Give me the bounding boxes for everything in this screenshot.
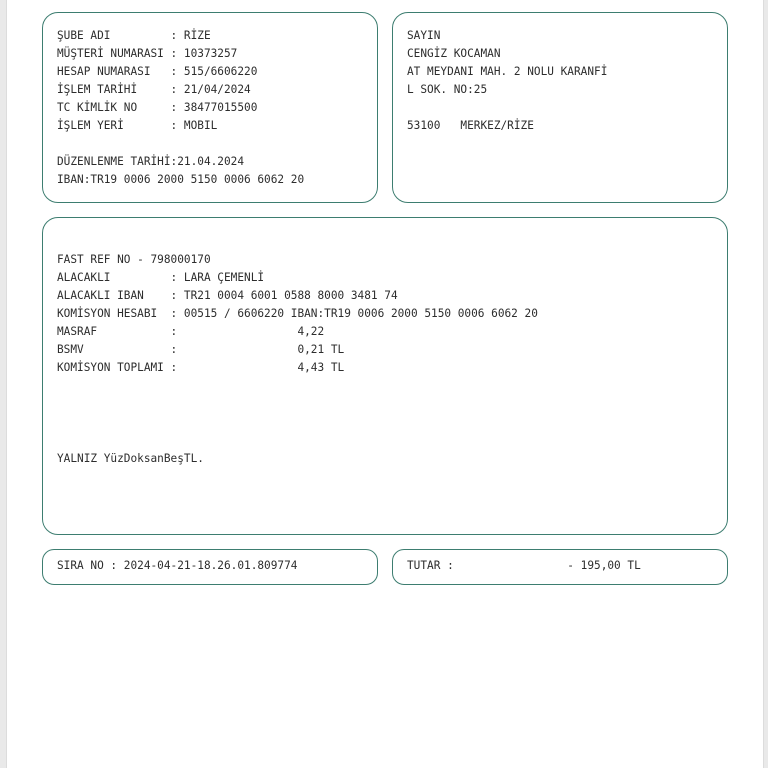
transaction-date: İŞLEM TARİHİ : 21/04/2024	[57, 83, 251, 96]
sequence-number-box	[42, 549, 378, 585]
recipient-name: CENGİZ KOCAMAN	[407, 47, 501, 60]
sender-iban: IBAN:TR19 0006 2000 5150 0006 6062 20	[57, 173, 305, 186]
payee-name: ALACAKLI : LARA ÇEMENLİ	[57, 271, 265, 284]
customer-number: MÜŞTERİ NUMARASI : 10373257	[57, 47, 238, 60]
postal-city: 53100 MERKEZ/RİZE	[407, 119, 534, 132]
commission-total: KOMİSYON TOPLAMI : 4,43 TL	[57, 361, 345, 374]
transfer-details-box	[42, 217, 728, 535]
tc-id-number: TC KİMLİK NO : 38477015500	[57, 101, 258, 114]
sequence-number: SIRA NO : 2024-04-21-18.26.01.809774	[57, 559, 298, 572]
commission-account: KOMİSYON HESABI : 00515 / 6606220 IBAN:TR19 0006 2000 5150 0006 6062 20	[57, 307, 538, 320]
total-amount: TUTAR : - 195,00 TL	[407, 559, 641, 572]
recipient-address-box	[392, 12, 728, 203]
issue-date: DÜZENLENME TARİHİ:21.04.2024	[57, 155, 245, 168]
address-line-2: L SOK. NO:25	[407, 83, 488, 96]
account-info-box	[42, 12, 378, 203]
branch-name: ŞUBE ADI : RİZE	[57, 29, 211, 42]
amount-box	[392, 549, 728, 585]
bsmv-amount: BSMV : 0,21 TL	[57, 343, 345, 356]
salutation: SAYIN	[407, 29, 441, 42]
expense-amount: MASRAF : 4,22	[57, 325, 325, 338]
receipt-page	[6, 0, 764, 768]
account-number: HESAP NUMARASI : 515/6606220	[57, 65, 258, 78]
address-line-1: AT MEYDANI MAH. 2 NOLU KARANFİ	[407, 65, 608, 78]
transaction-place: İŞLEM YERİ : MOBIL	[57, 119, 218, 132]
payee-iban: ALACAKLI IBAN : TR21 0004 6001 0588 8000 3481 74	[57, 289, 398, 302]
fast-ref-number: FAST REF NO - 798000170	[57, 253, 211, 266]
amount-in-words: YALNIZ YüzDoksanBeşTL.	[57, 452, 204, 465]
